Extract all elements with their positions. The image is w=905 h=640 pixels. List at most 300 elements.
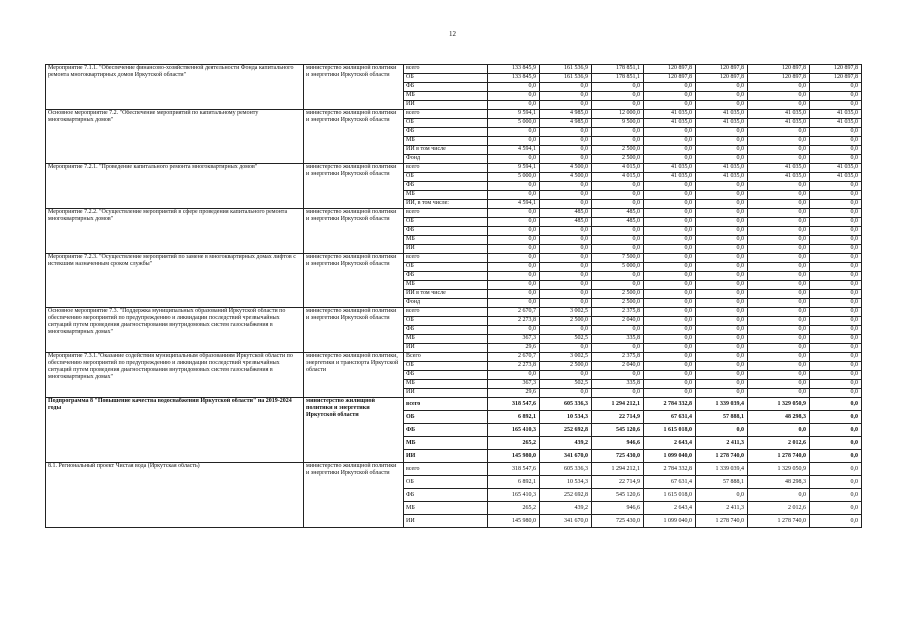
amount-cell: 2 500,0 <box>540 317 592 326</box>
amount-cell: 67 631,4 <box>644 411 696 424</box>
amount-cell: 165 410,3 <box>488 424 540 437</box>
funding-source: МБ <box>404 380 488 389</box>
amount-cell: 0,0 <box>488 218 540 227</box>
amount-cell: 0,0 <box>540 92 592 101</box>
amount-cell: 4 015,0 <box>592 173 644 182</box>
amount-cell: 0,0 <box>644 308 696 317</box>
amount-cell: 0,0 <box>810 290 862 299</box>
amount-cell: 161 536,9 <box>540 65 592 74</box>
amount-cell: 0,0 <box>748 290 810 299</box>
responsible-executor: министерство жилищной политики, энергетики и транспорта Иркутской области <box>304 353 404 398</box>
amount-cell: 0,0 <box>644 389 696 398</box>
amount-cell: 0,0 <box>644 380 696 389</box>
amount-cell: 0,0 <box>644 272 696 281</box>
table-row <box>46 308 862 317</box>
activity-description: Основное мероприятие 7.3. "Поддержка муниципальных образований Иркутской области по обеспечению мероприятий по предупреждению и ликвидации последствий чрезвычайных ситуаций путем проведения диагностирования внутридомовых систем газоснабжения в многоквартирных домах" <box>46 308 304 353</box>
amount-cell: 0,0 <box>696 389 748 398</box>
amount-cell: 0,0 <box>696 424 748 437</box>
amount-cell: 0,0 <box>748 236 810 245</box>
amount-cell: 0,0 <box>696 200 748 209</box>
amount-cell: 0,0 <box>810 380 862 389</box>
table-row <box>46 398 862 411</box>
amount-cell: 0,0 <box>644 182 696 191</box>
amount-cell: 0,0 <box>540 272 592 281</box>
amount-cell: 0,0 <box>644 317 696 326</box>
amount-cell: 0,0 <box>696 137 748 146</box>
amount-cell: 12 000,0 <box>592 110 644 119</box>
amount-cell: 2 040,0 <box>592 362 644 371</box>
amount-cell: 0,0 <box>540 344 592 353</box>
activity-description: Мероприятие 7.1.1. "Обеспечение финансово-хозяйственной деятельности Фонда капитального ремонта многоквартирных домов Иркутской области" <box>46 65 304 110</box>
activity-description: Мероприятие 7.3.1."Оказание содействия муниципальным образованиям Иркутской области по обеспечению мероприятий по предупреждению и ликвидации последствий чрезвычайных ситуаций путем проведения диагностирования внутридомовых систем газоснабжения в многоквартирных домах" <box>46 353 304 398</box>
amount-cell: 0,0 <box>748 200 810 209</box>
amount-cell: 341 670,0 <box>540 515 592 528</box>
amount-cell: 0,0 <box>592 344 644 353</box>
amount-cell: 0,0 <box>696 92 748 101</box>
amount-cell: 0,0 <box>748 489 810 502</box>
amount-cell: 41 035,0 <box>644 110 696 119</box>
table-row <box>46 353 862 362</box>
amount-cell: 2 500,0 <box>592 299 644 308</box>
responsible-executor: министерство жилищной политики и энергетики Иркутской области <box>304 65 404 110</box>
amount-cell: 485,0 <box>592 218 644 227</box>
amount-cell: 2 500,0 <box>592 155 644 164</box>
responsible-executor: министерство жилищной политики и энергетики Иркутской области <box>304 398 404 463</box>
amount-cell: 0,0 <box>748 191 810 200</box>
amount-cell: 2 670,7 <box>488 353 540 362</box>
amount-cell: 22 714,9 <box>592 411 644 424</box>
funding-source: ИИ <box>404 101 488 110</box>
amount-cell: 0,0 <box>696 317 748 326</box>
amount-cell: 48 298,3 <box>748 476 810 489</box>
amount-cell: 605 336,3 <box>540 398 592 411</box>
amount-cell: 725 430,0 <box>592 450 644 463</box>
funding-source: МБ <box>404 281 488 290</box>
activity-description: Подпрограмма 8 "Повышение качества водоснабжения Иркутской области" на 2019-2024 годы <box>46 398 304 463</box>
amount-cell: 0,0 <box>644 146 696 155</box>
amount-cell: 67 631,4 <box>644 476 696 489</box>
amount-cell: 0,0 <box>488 281 540 290</box>
amount-cell: 0,0 <box>592 281 644 290</box>
amount-cell: 0,0 <box>696 308 748 317</box>
amount-cell: 0,0 <box>810 362 862 371</box>
table-row <box>46 65 862 74</box>
amount-cell: 2 012,6 <box>748 437 810 450</box>
funding-source: МБ <box>404 191 488 200</box>
amount-cell: 0,0 <box>810 236 862 245</box>
table-row <box>46 254 862 263</box>
amount-cell: 335,8 <box>592 380 644 389</box>
amount-cell: 0,0 <box>696 281 748 290</box>
activity-description: 8.1. Региональный проект Чистая вода (Иркутская область) <box>46 463 304 528</box>
amount-cell: 2 273,8 <box>488 362 540 371</box>
amount-cell: 0,0 <box>748 380 810 389</box>
amount-cell: 0,0 <box>810 424 862 437</box>
funding-source: МБ <box>404 335 488 344</box>
amount-cell: 120 897,8 <box>748 65 810 74</box>
funding-source: ИИ <box>404 450 488 463</box>
amount-cell: 41 035,0 <box>696 173 748 182</box>
funding-source: ИИ <box>404 245 488 254</box>
amount-cell: 0,0 <box>644 209 696 218</box>
amount-cell: 0,0 <box>748 299 810 308</box>
amount-cell: 485,0 <box>592 209 644 218</box>
amount-cell: 120 897,8 <box>748 74 810 83</box>
amount-cell: 0,0 <box>696 218 748 227</box>
amount-cell: 0,0 <box>748 281 810 290</box>
funding-source: МБ <box>404 137 488 146</box>
amount-cell: 0,0 <box>810 263 862 272</box>
amount-cell: 1 278 740,0 <box>748 515 810 528</box>
amount-cell: 0,0 <box>540 254 592 263</box>
amount-cell: 57 888,1 <box>696 476 748 489</box>
amount-cell: 0,0 <box>644 335 696 344</box>
amount-cell: 0,0 <box>810 335 862 344</box>
amount-cell: 0,0 <box>696 83 748 92</box>
amount-cell: 0,0 <box>696 182 748 191</box>
amount-cell: 252 692,8 <box>540 489 592 502</box>
amount-cell: 0,0 <box>592 191 644 200</box>
amount-cell: 0,0 <box>748 326 810 335</box>
amount-cell: 0,0 <box>540 281 592 290</box>
amount-cell: 0,0 <box>748 209 810 218</box>
funding-source: ОБ <box>404 173 488 182</box>
amount-cell: 2 643,4 <box>644 502 696 515</box>
amount-cell: 41 035,0 <box>810 164 862 173</box>
amount-cell: 41 035,0 <box>644 164 696 173</box>
amount-cell: 0,0 <box>748 272 810 281</box>
amount-cell: 1 615 018,0 <box>644 489 696 502</box>
amount-cell: 0,0 <box>748 335 810 344</box>
amount-cell: 0,0 <box>810 502 862 515</box>
amount-cell: 0,0 <box>644 344 696 353</box>
amount-cell: 0,0 <box>696 146 748 155</box>
amount-cell: 0,0 <box>540 191 592 200</box>
amount-cell: 120 897,8 <box>696 65 748 74</box>
amount-cell: 0,0 <box>748 263 810 272</box>
funding-source: ФБ <box>404 83 488 92</box>
amount-cell: 0,0 <box>810 155 862 164</box>
activity-description: Мероприятие 7.2.2. "Осуществление мероприятий в сфере проведения капитального ремонта многоквартирных домов" <box>46 209 304 254</box>
amount-cell: 9 594,1 <box>488 110 540 119</box>
funding-source: МБ <box>404 502 488 515</box>
amount-cell: 0,0 <box>810 92 862 101</box>
funding-source: ОБ <box>404 263 488 272</box>
amount-cell: 0,0 <box>810 489 862 502</box>
amount-cell: 0,0 <box>644 200 696 209</box>
amount-cell: 1 339 039,4 <box>696 398 748 411</box>
funding-source: ФБ <box>404 489 488 502</box>
amount-cell: 0,0 <box>810 281 862 290</box>
amount-cell: 0,0 <box>592 128 644 137</box>
amount-cell: 48 298,3 <box>748 411 810 424</box>
amount-cell: 2 500,0 <box>540 362 592 371</box>
amount-cell: 41 035,0 <box>644 119 696 128</box>
amount-cell: 178 851,1 <box>592 65 644 74</box>
funding-source: ФБ <box>404 424 488 437</box>
amount-cell: 0,0 <box>644 263 696 272</box>
amount-cell: 0,0 <box>540 182 592 191</box>
funding-source: ОБ <box>404 74 488 83</box>
amount-cell: 0,0 <box>644 227 696 236</box>
amount-cell: 0,0 <box>696 236 748 245</box>
amount-cell: 0,0 <box>748 245 810 254</box>
amount-cell: 0,0 <box>540 101 592 110</box>
amount-cell: 0,0 <box>810 101 862 110</box>
funding-source: всего <box>404 110 488 119</box>
amount-cell: 0,0 <box>592 137 644 146</box>
amount-cell: 41 035,0 <box>748 173 810 182</box>
funding-source: Фонд <box>404 299 488 308</box>
amount-cell: 0,0 <box>696 272 748 281</box>
amount-cell: 0,0 <box>540 137 592 146</box>
amount-cell: 0,0 <box>810 209 862 218</box>
activity-description: Мероприятие 7.2.3. "Осуществление мероприятий по замене в многоквартирных домах лифтов с истекшим назначенным сроком службы" <box>46 254 304 308</box>
amount-cell: 0,0 <box>748 254 810 263</box>
amount-cell: 0,0 <box>810 515 862 528</box>
amount-cell: 2 500,0 <box>592 290 644 299</box>
amount-cell: 0,0 <box>644 236 696 245</box>
amount-cell: 0,0 <box>810 476 862 489</box>
amount-cell: 0,0 <box>810 308 862 317</box>
amount-cell: 0,0 <box>748 317 810 326</box>
amount-cell: 0,0 <box>540 146 592 155</box>
amount-cell: 0,0 <box>696 128 748 137</box>
amount-cell: 1 099 040,0 <box>644 515 696 528</box>
amount-cell: 0,0 <box>810 128 862 137</box>
amount-cell: 0,0 <box>488 245 540 254</box>
amount-cell: 2 500,0 <box>592 146 644 155</box>
amount-cell: 29,6 <box>488 344 540 353</box>
amount-cell: 133 845,9 <box>488 74 540 83</box>
financing-table <box>45 64 862 528</box>
amount-cell: 265,2 <box>488 502 540 515</box>
amount-cell: 2 411,3 <box>696 437 748 450</box>
amount-cell: 0,0 <box>810 146 862 155</box>
amount-cell: 0,0 <box>488 83 540 92</box>
funding-source: ФБ <box>404 371 488 380</box>
amount-cell: 0,0 <box>810 218 862 227</box>
amount-cell: 0,0 <box>488 227 540 236</box>
amount-cell: 0,0 <box>748 308 810 317</box>
amount-cell: 318 547,6 <box>488 398 540 411</box>
amount-cell: 0,0 <box>644 191 696 200</box>
amount-cell: 4 594,1 <box>488 146 540 155</box>
amount-cell: 1 278 740,0 <box>696 515 748 528</box>
amount-cell: 335,8 <box>592 335 644 344</box>
amount-cell: 2 375,8 <box>592 308 644 317</box>
amount-cell: 0,0 <box>540 290 592 299</box>
amount-cell: 0,0 <box>644 101 696 110</box>
amount-cell: 0,0 <box>488 236 540 245</box>
amount-cell: 0,0 <box>488 155 540 164</box>
amount-cell: 0,0 <box>810 411 862 424</box>
amount-cell: 1 294 212,1 <box>592 398 644 411</box>
amount-cell: 145 980,0 <box>488 450 540 463</box>
responsible-executor: министерство жилищной политики и энергетики Иркутской области <box>304 110 404 164</box>
amount-cell: 341 670,0 <box>540 450 592 463</box>
amount-cell: 1 615 018,0 <box>644 424 696 437</box>
table-row <box>46 110 862 119</box>
funding-source: ОБ <box>404 476 488 489</box>
amount-cell: 0,0 <box>644 83 696 92</box>
amount-cell: 0,0 <box>488 290 540 299</box>
amount-cell: 0,0 <box>696 371 748 380</box>
amount-cell: 22 714,9 <box>592 476 644 489</box>
funding-source: всего <box>404 308 488 317</box>
amount-cell: 145 980,0 <box>488 515 540 528</box>
amount-cell: 41 035,0 <box>748 164 810 173</box>
funding-source: ОБ <box>404 317 488 326</box>
amount-cell: 0,0 <box>540 227 592 236</box>
amount-cell: 0,0 <box>748 371 810 380</box>
amount-cell: 133 845,9 <box>488 65 540 74</box>
amount-cell: 0,0 <box>748 182 810 191</box>
amount-cell: 0,0 <box>540 389 592 398</box>
amount-cell: 545 120,6 <box>592 489 644 502</box>
funding-source: ИИ <box>404 344 488 353</box>
amount-cell: 0,0 <box>696 245 748 254</box>
amount-cell: 0,0 <box>488 182 540 191</box>
amount-cell: 0,0 <box>748 218 810 227</box>
funding-source: ФБ <box>404 227 488 236</box>
funding-source: ОБ <box>404 218 488 227</box>
amount-cell: 439,2 <box>540 437 592 450</box>
amount-cell: 439,2 <box>540 502 592 515</box>
amount-cell: 0,0 <box>592 101 644 110</box>
funding-source: ИИ <box>404 389 488 398</box>
amount-cell: 0,0 <box>696 227 748 236</box>
amount-cell: 946,6 <box>592 502 644 515</box>
amount-cell: 0,0 <box>748 227 810 236</box>
amount-cell: 0,0 <box>748 128 810 137</box>
amount-cell: 0,0 <box>748 389 810 398</box>
amount-cell: 7 500,0 <box>592 254 644 263</box>
amount-cell: 0,0 <box>488 128 540 137</box>
amount-cell: 0,0 <box>540 200 592 209</box>
amount-cell: 0,0 <box>540 299 592 308</box>
amount-cell: 9 594,1 <box>488 164 540 173</box>
amount-cell: 29,6 <box>488 389 540 398</box>
amount-cell: 0,0 <box>748 92 810 101</box>
amount-cell: 1 329 050,9 <box>748 398 810 411</box>
amount-cell: 0,0 <box>696 209 748 218</box>
amount-cell: 0,0 <box>810 191 862 200</box>
amount-cell: 4 015,0 <box>592 164 644 173</box>
amount-cell: 0,0 <box>592 200 644 209</box>
amount-cell: 0,0 <box>696 489 748 502</box>
amount-cell: 502,5 <box>540 380 592 389</box>
amount-cell: 0,0 <box>810 200 862 209</box>
amount-cell: 41 035,0 <box>748 110 810 119</box>
amount-cell: 0,0 <box>748 101 810 110</box>
amount-cell: 0,0 <box>696 299 748 308</box>
amount-cell: 0,0 <box>748 424 810 437</box>
amount-cell: 0,0 <box>748 83 810 92</box>
funding-source: Всего <box>404 353 488 362</box>
amount-cell: 0,0 <box>810 389 862 398</box>
amount-cell: 502,5 <box>540 335 592 344</box>
amount-cell: 6 892,1 <box>488 476 540 489</box>
amount-cell: 1 278 740,0 <box>748 450 810 463</box>
amount-cell: 5 000,0 <box>488 173 540 182</box>
amount-cell: 0,0 <box>696 335 748 344</box>
amount-cell: 41 035,0 <box>810 173 862 182</box>
funding-source: ФБ <box>404 128 488 137</box>
amount-cell: 0,0 <box>696 155 748 164</box>
amount-cell: 0,0 <box>696 254 748 263</box>
amount-cell: 120 897,8 <box>644 65 696 74</box>
amount-cell: 41 035,0 <box>748 119 810 128</box>
amount-cell: 10 534,3 <box>540 411 592 424</box>
amount-cell: 0,0 <box>810 272 862 281</box>
amount-cell: 485,0 <box>540 218 592 227</box>
amount-cell: 0,0 <box>696 344 748 353</box>
amount-cell: 0,0 <box>696 353 748 362</box>
amount-cell: 0,0 <box>540 326 592 335</box>
responsible-executor: министерство жилищной политики и энергетики Иркутской области <box>304 164 404 209</box>
amount-cell: 0,0 <box>540 83 592 92</box>
funding-source: ОБ <box>404 362 488 371</box>
table-row <box>46 463 862 476</box>
activity-description: Основное мероприятие 7.2. "Обеспечение мероприятий по капитальному ремонту многоквартирных домов" <box>46 110 304 164</box>
amount-cell: 0,0 <box>540 263 592 272</box>
amount-cell: 0,0 <box>592 236 644 245</box>
amount-cell: 0,0 <box>810 371 862 380</box>
responsible-executor: министерство жилищной политики и энергетики Иркутской области <box>304 308 404 353</box>
amount-cell: 2 273,8 <box>488 317 540 326</box>
activity-description: Мероприятие 7.2.1. "Проведение капитального ремонта многоквартирных домов" <box>46 164 304 209</box>
funding-source: ОБ <box>404 119 488 128</box>
amount-cell: 946,6 <box>592 437 644 450</box>
amount-cell: 0,0 <box>644 128 696 137</box>
amount-cell: 4 500,0 <box>540 164 592 173</box>
amount-cell: 0,0 <box>644 245 696 254</box>
responsible-executor: министерство жилищной политики и энергетики Иркутской области <box>304 209 404 254</box>
amount-cell: 0,0 <box>488 137 540 146</box>
funding-source: всего <box>404 398 488 411</box>
amount-cell: 0,0 <box>540 128 592 137</box>
amount-cell: 367,3 <box>488 380 540 389</box>
amount-cell: 0,0 <box>644 362 696 371</box>
funding-source: ФБ <box>404 326 488 335</box>
amount-cell: 0,0 <box>592 371 644 380</box>
funding-source: всего <box>404 254 488 263</box>
amount-cell: 2 040,0 <box>592 317 644 326</box>
amount-cell: 0,0 <box>592 227 644 236</box>
amount-cell: 0,0 <box>644 299 696 308</box>
amount-cell: 1 099 040,0 <box>644 450 696 463</box>
amount-cell: 41 035,0 <box>644 173 696 182</box>
amount-cell: 0,0 <box>488 92 540 101</box>
funding-source: МБ <box>404 437 488 450</box>
amount-cell: 0,0 <box>810 398 862 411</box>
amount-cell: 165 410,3 <box>488 489 540 502</box>
amount-cell: 0,0 <box>810 317 862 326</box>
amount-cell: 0,0 <box>748 146 810 155</box>
amount-cell: 0,0 <box>592 389 644 398</box>
amount-cell: 0,0 <box>644 155 696 164</box>
amount-cell: 161 536,9 <box>540 74 592 83</box>
funding-source: ФБ <box>404 272 488 281</box>
amount-cell: 2 375,8 <box>592 353 644 362</box>
amount-cell: 41 035,0 <box>696 164 748 173</box>
funding-source: ОБ <box>404 411 488 424</box>
amount-cell: 10 534,3 <box>540 476 592 489</box>
amount-cell: 0,0 <box>810 326 862 335</box>
amount-cell: 0,0 <box>748 362 810 371</box>
amount-cell: 4 500,0 <box>540 173 592 182</box>
